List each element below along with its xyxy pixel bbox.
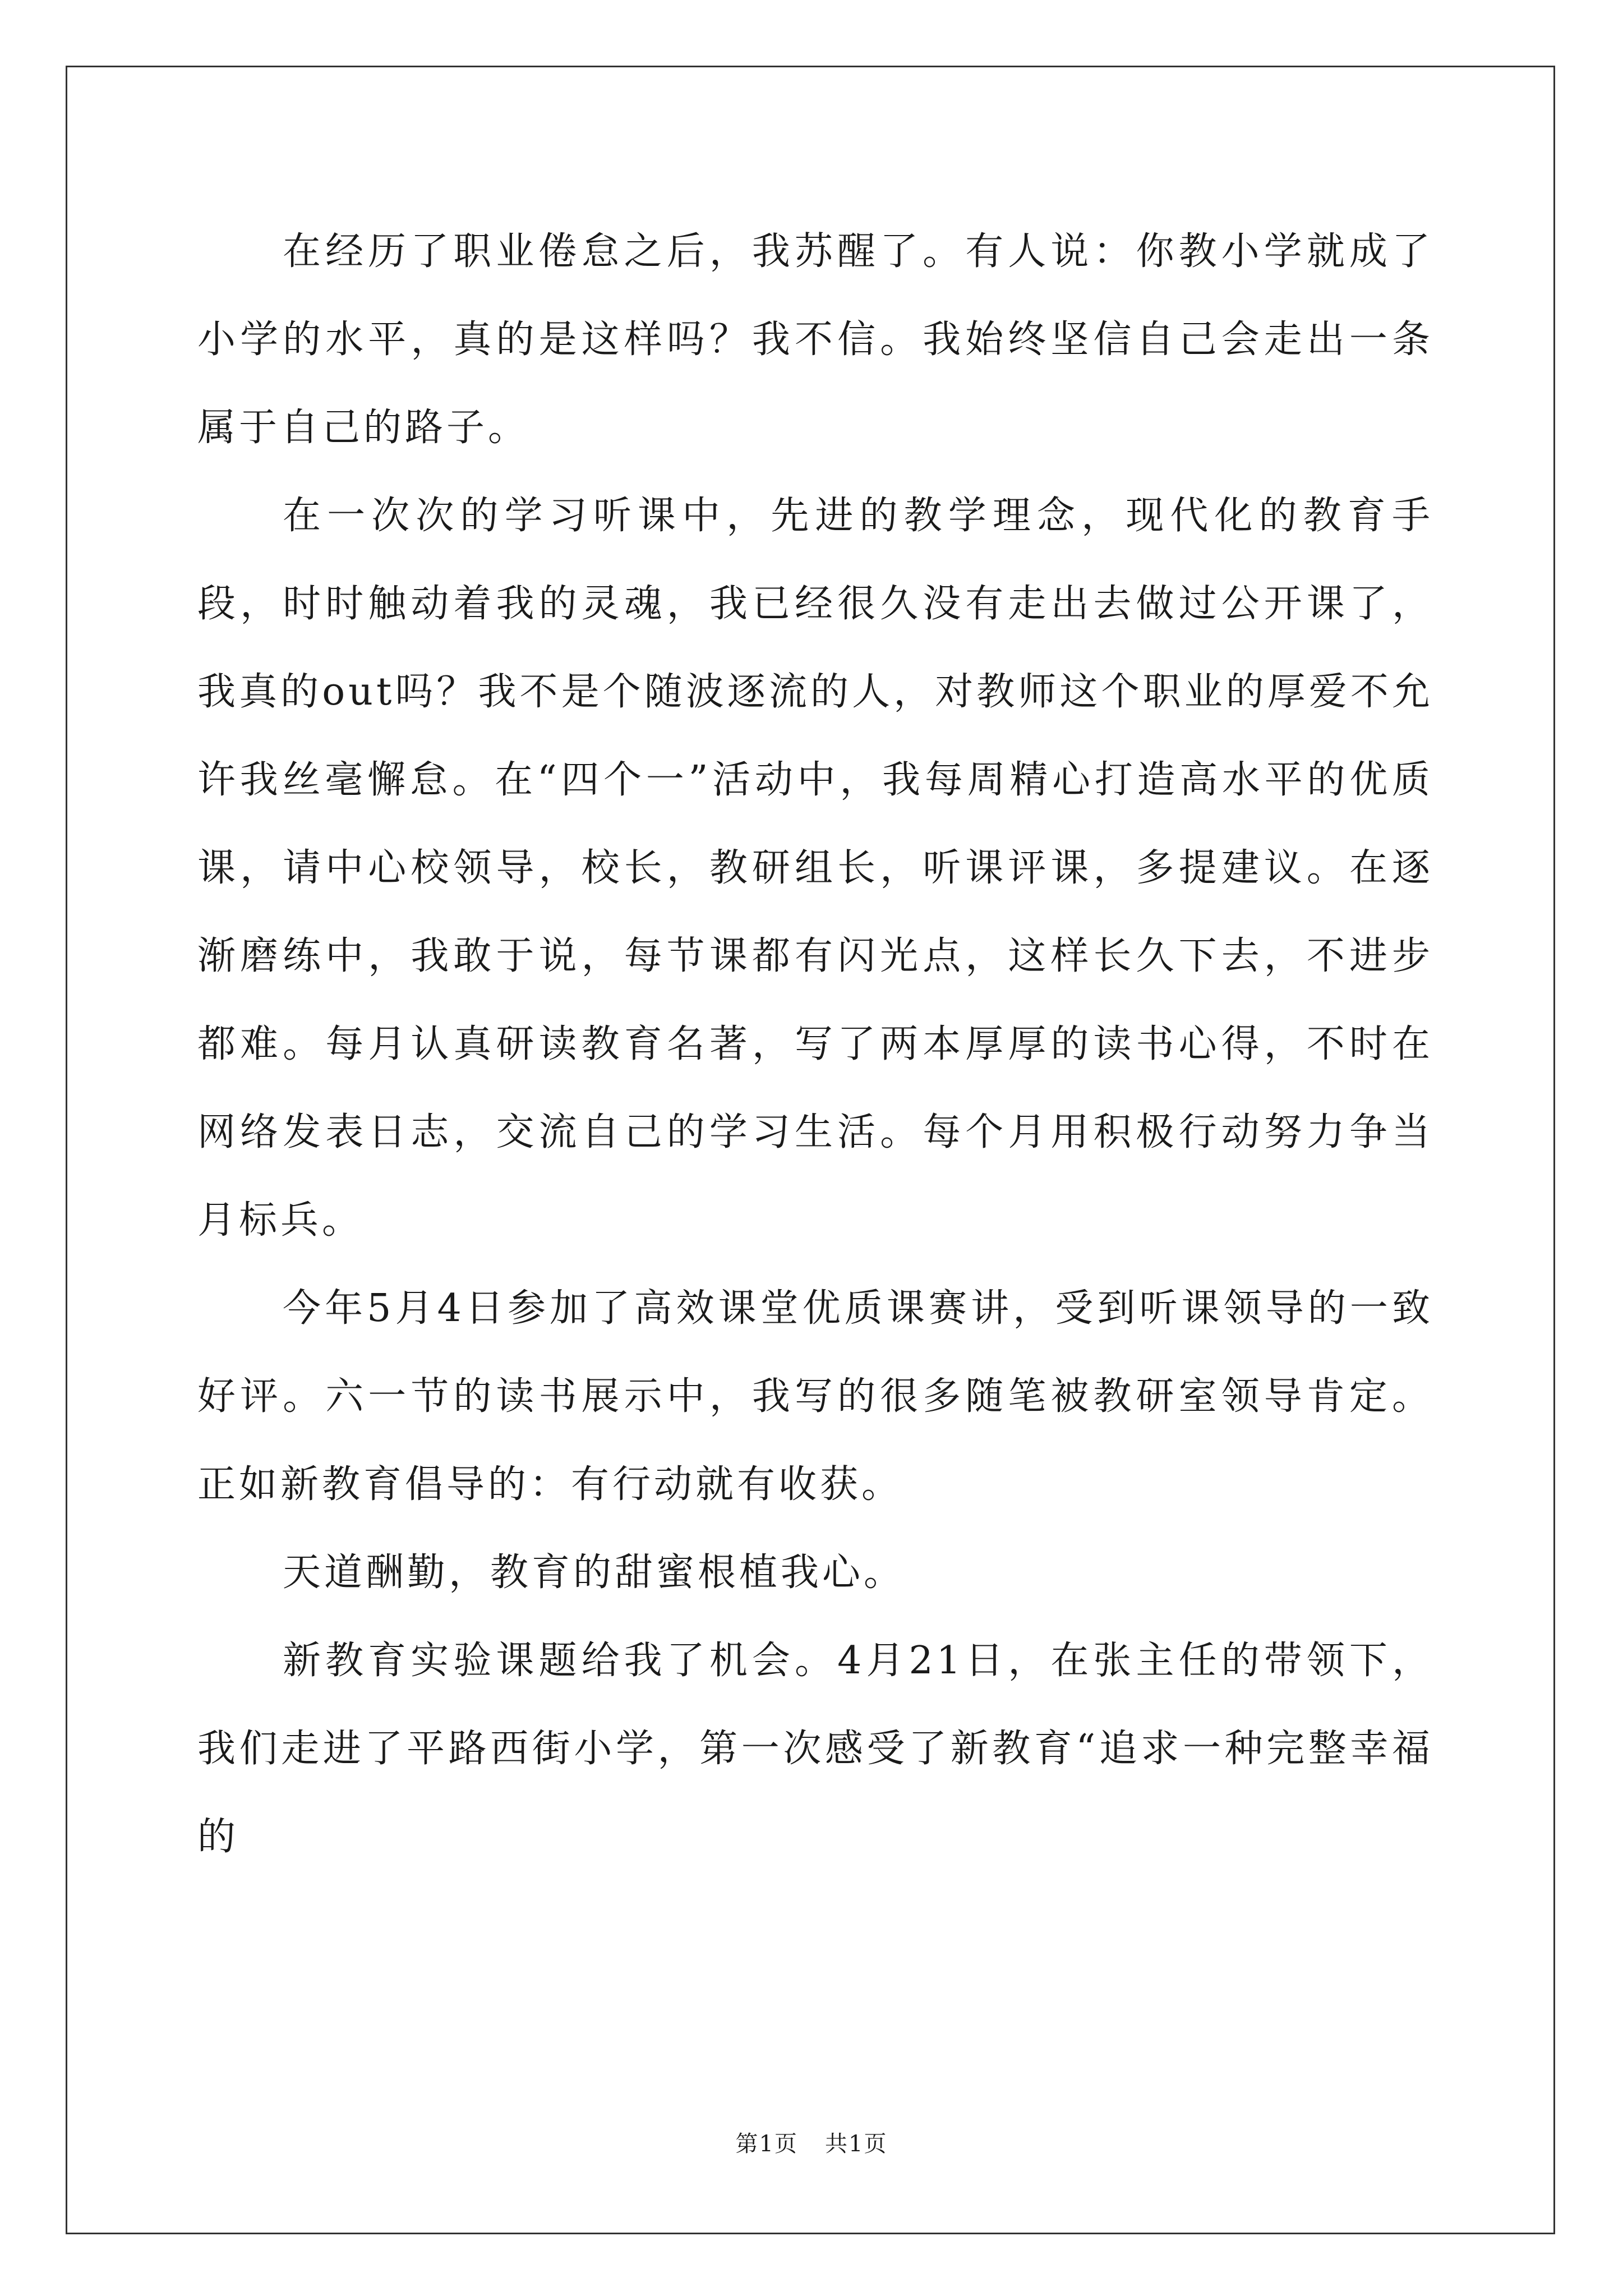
paragraph-4: 天道酬勤，教育的甜蜜根植我心。	[283, 1550, 906, 1595]
paragraph-3: 今年5月4日参加了高效课堂优质课赛讲，受到听课领导的一致好评。六一节的读书展示中，我写的很多随笔被教研室领导肯定。正如新教育倡导的：有行动就有收获。	[197, 1286, 1433, 1507]
paragraph-2: 在一次次的学习听课中，先进的教学理念，现代化的教育手段，时时触动着我的灵魂，我已经很久没有走出去做过公开课了，我真的out吗？我不是个随波逐流的人，对教师这个职业的厚爱不允许我丝毫懈怠。在“四个一”活动中，我每周精心打造高水平的优质课，请中心校领导，校长，教研组长，听课评课，多提建议。在逐渐磨练中，我敢于说，每节课都有闪光点，这样长久下去，不进步都难。每月认真研读教育名著，写了两本厚厚的读书心得，不时在网络发表日志，交流自己的学习生活。每个月用积极行动努力争当月标兵。	[197, 494, 1433, 1243]
page-number-total: 共1页	[825, 2131, 888, 2157]
paragraph-5: 新教育实验课题给我了机会。4月21日，在张主任的带领下，我们走进了平路西街小学，第一次感受了新教育“追求一种完整幸福的	[197, 1639, 1433, 1859]
page-footer	[0, 2126, 1623, 2158]
page-number-current: 第1页	[735, 2131, 798, 2157]
paragraph-1: 在经历了职业倦怠之后，我苏醒了。有人说：你教小学就成了小学的水平，真的是这样吗？我不信。我始终坚信自己会走出一条属于自己的路子。	[197, 229, 1433, 450]
document-body	[197, 208, 1433, 1881]
